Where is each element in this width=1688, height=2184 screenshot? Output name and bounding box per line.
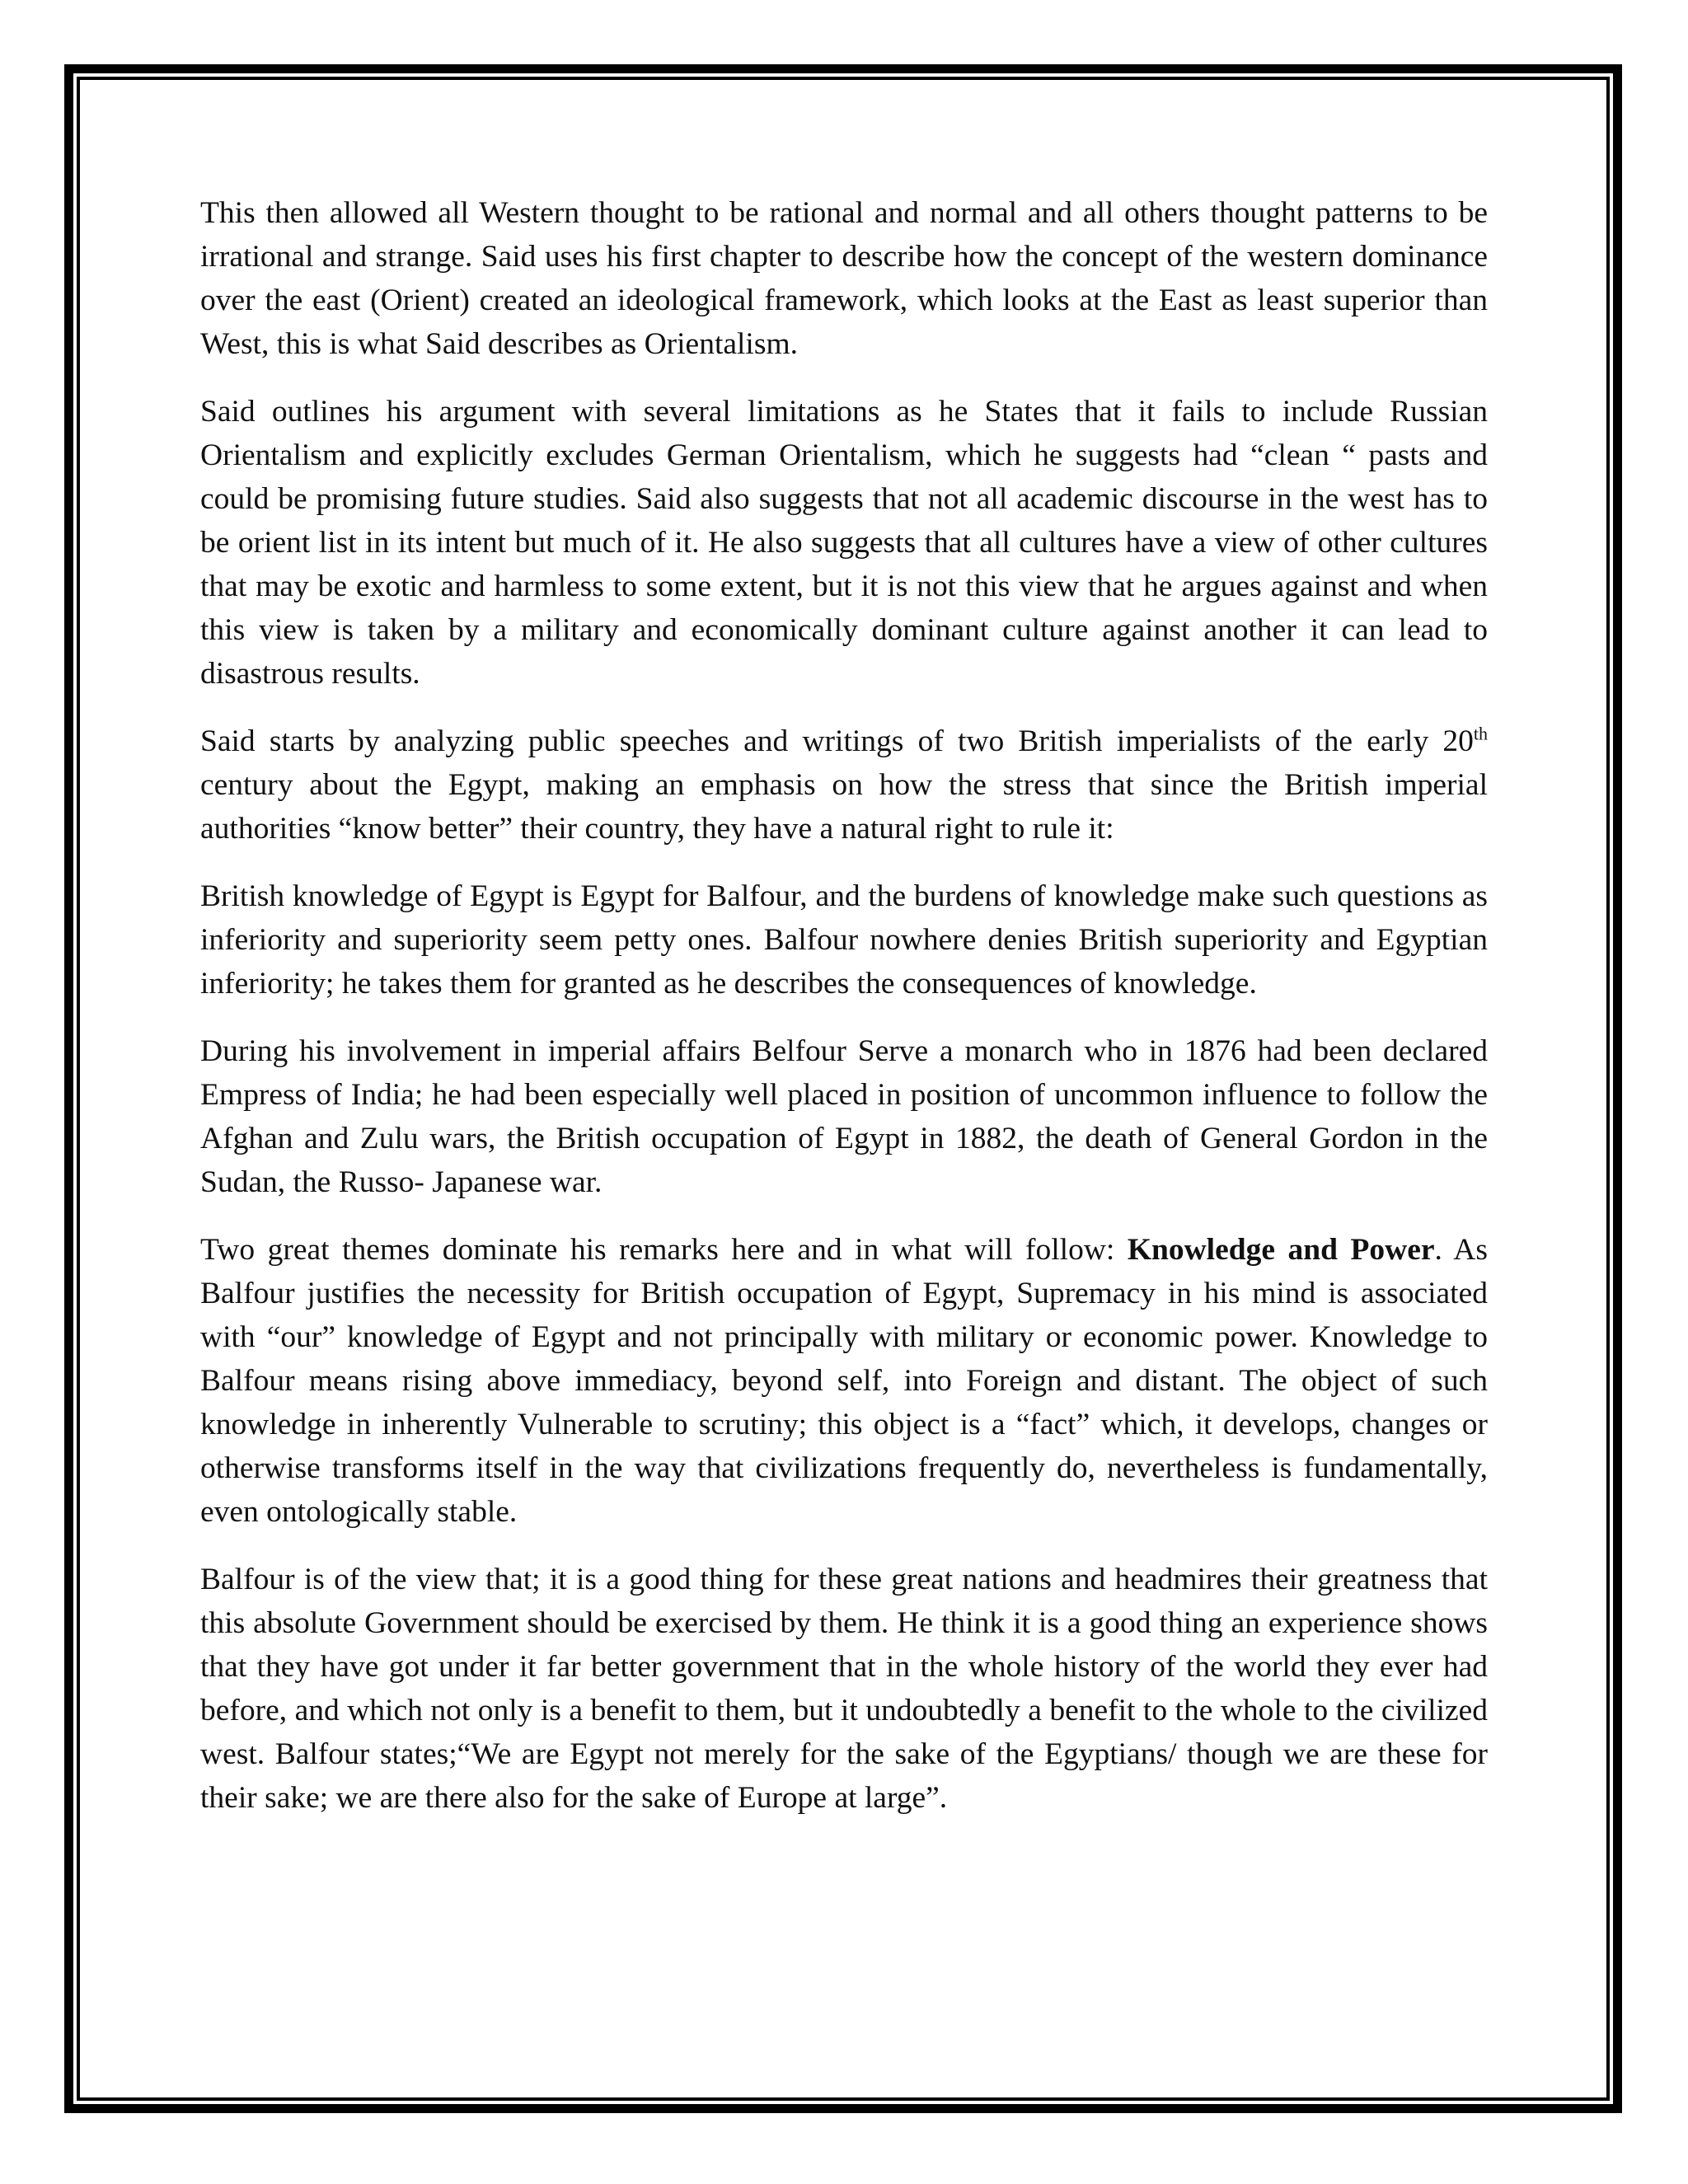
ordinal-superscript: th bbox=[1473, 723, 1488, 744]
paragraph-2: Said outlines his argument with several limitations as he States that it fails to include Russian Orientalism and explicitly excludes German Orientalism, which he suggests had “clean “ pasts and could be promising future studies. Said also suggests that not all academic discourse in the west has to be orient list in its intent but much of it. He also suggests that all cultures have a view of other cultures that may be exotic and harmless to some extent, but it is not this view that he argues against and when this view is taken by a military and economically dominant culture against another it can lead to disastrous results. bbox=[200, 395, 1488, 691]
paragraph-3-text-before: Said starts by analyzing public speeches and writings of two British imperialists of the early 20 bbox=[200, 724, 1474, 758]
paragraph-3 bbox=[200, 719, 1488, 851]
paragraph-6-text-after: . As Balfour justifies the necessity for British occupation of Egypt, Supremacy in his mind is associated with “our” knowledge of Egypt and not principally with military or economic power. Knowledge to Balfour means rising above immediacy, beyond self, into Foreign and distant. The object of such knowledge in inherently Vulnerable to scrutiny; this object is a “fact” which, it develops, changes or otherwise transforms itself in the way that civilizations frequently do, nevertheless is fundamentally, even ontologically stable. bbox=[200, 1233, 1488, 1529]
document-body bbox=[200, 191, 1488, 1844]
bold-phrase-knowledge-and-power: Knowledge and Power bbox=[1127, 1233, 1435, 1267]
paragraph-1: This then allowed all Western thought to be rational and normal and all others thought patterns to be irrational and strange. Said uses his first chapter to describe how the concept of the western dominance over the east (Orient) created an ideological framework, which looks at the East as least superior than West, this is what Said describes as Orientalism. bbox=[200, 196, 1488, 361]
paragraph-6 bbox=[200, 1228, 1488, 1534]
paragraph-4: British knowledge of Egypt is Egypt for Balfour, and the burdens of knowledge make such questions as inferiority and superiority seem petty ones. Balfour nowhere denies British superiority and Egyptian inferiority; he takes them for granted as he describes the consequences of knowledge. bbox=[200, 879, 1488, 1001]
paragraph-3-text-after: century about the Egypt, making an emphasis on how the stress that since the British imperial authorities “know better” their country, they have a natural right to rule it: bbox=[200, 768, 1488, 846]
paragraph-6-text-before: Two great themes dominate his remarks here and in what will follow: bbox=[200, 1233, 1128, 1267]
paragraph-5: During his involvement in imperial affairs Belfour Serve a monarch who in 1876 had been declared Empress of India; he had been especially well placed in position of uncommon influence to follow the Afghan and Zulu wars, the British occupation of Egypt in 1882, the death of General Gordon in the Sudan, the Russo- Japanese war. bbox=[200, 1034, 1488, 1199]
paragraph-7: Balfour is of the view that; it is a good thing for these great nations and headmires their greatness that this absolute Government should be exercised by them. He think it is a good thing an experience shows that they have got under it far better government that in the whole history of the world they ever had before, and which not only is a benefit to them, but it undoubtedly a benefit to the whole to the civilized west. Balfour states;“We are Egypt not merely for the sake of the Egyptians/ though we are these for their sake; we are there also for the sake of Europe at large”. bbox=[200, 1563, 1488, 1815]
